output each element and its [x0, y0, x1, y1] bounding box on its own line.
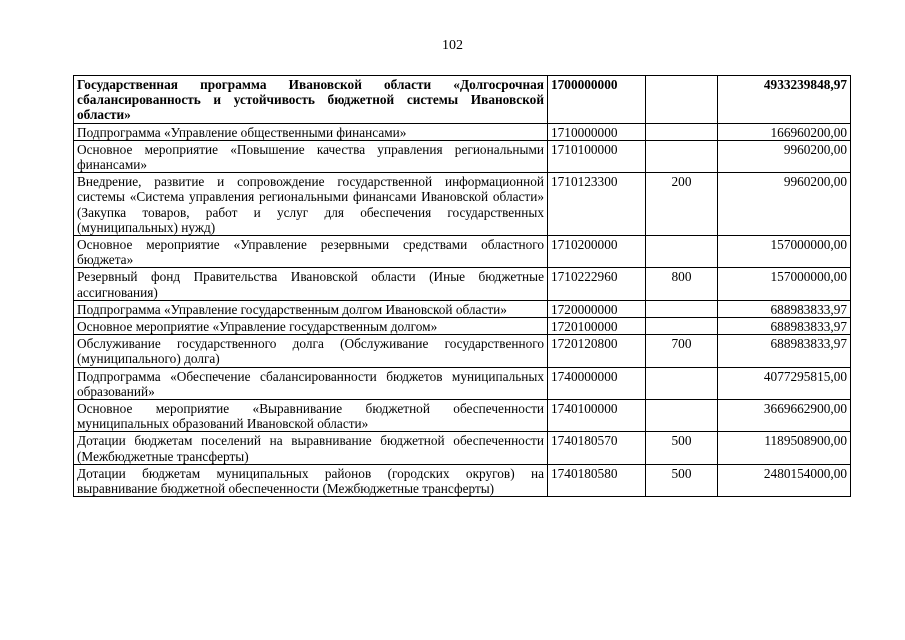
- table-row: [74, 268, 851, 300]
- row-amount-cell: 1189508900,00: [718, 432, 851, 464]
- row-name-cell: Основное мероприятие «Управление резервными средствами областного бюджета»: [74, 236, 548, 268]
- row-code-cell: 1720120800: [548, 335, 646, 367]
- row-expense-type-cell: 500: [646, 432, 718, 464]
- row-amount-cell: 688983833,97: [718, 335, 851, 367]
- page-number: 102: [442, 38, 463, 53]
- table-row: [74, 300, 851, 317]
- budget-table: [73, 75, 851, 497]
- row-name-cell: Подпрограмма «Управление государственным долгом Ивановской области»: [74, 300, 548, 317]
- table-row: [74, 140, 851, 172]
- row-code-cell: 1720100000: [548, 318, 646, 335]
- row-expense-type-cell: [646, 367, 718, 399]
- row-code-cell: 1740100000: [548, 400, 646, 432]
- table-row: [74, 432, 851, 464]
- row-name-cell: Внедрение, развитие и сопровождение государственной информационной системы «Система управления региональными финансами Ивановской области» (Закупка товаров, работ и услуг для обеспечения государственных (муниципальных) нужд): [74, 173, 548, 236]
- row-amount-cell: 4077295815,00: [718, 367, 851, 399]
- row-amount-cell: 3669662900,00: [718, 400, 851, 432]
- row-amount-cell: 688983833,97: [718, 300, 851, 317]
- table-row: [74, 400, 851, 432]
- row-name-cell: Дотации бюджетам муниципальных районов (городских округов) на выравнивание бюджетной обеспеченности (Межбюджетные трансферты): [74, 464, 548, 496]
- row-name-cell: Дотации бюджетам поселений на выравнивание бюджетной обеспеченности (Межбюджетные трансферты): [74, 432, 548, 464]
- row-code-cell: 1710222960: [548, 268, 646, 300]
- row-expense-type-cell: [646, 400, 718, 432]
- row-amount-cell: 9960200,00: [718, 173, 851, 236]
- table-row: [74, 367, 851, 399]
- row-amount-cell: 4933239848,97: [718, 76, 851, 124]
- row-amount-cell: 157000000,00: [718, 268, 851, 300]
- row-expense-type-cell: [646, 76, 718, 124]
- row-amount-cell: 9960200,00: [718, 140, 851, 172]
- row-expense-type-cell: 200: [646, 173, 718, 236]
- row-amount-cell: 157000000,00: [718, 236, 851, 268]
- row-name-cell: Резервный фонд Правительства Ивановской области (Иные бюджетные ассигнования): [74, 268, 548, 300]
- row-expense-type-cell: [646, 318, 718, 335]
- row-name-cell: Государственная программа Ивановской области «Долгосрочная сбалансированность и устойчивость бюджетной системы Ивановской области»: [74, 76, 548, 124]
- row-amount-cell: 2480154000,00: [718, 464, 851, 496]
- row-code-cell: 1710123300: [548, 173, 646, 236]
- row-name-cell: Основное мероприятие «Повышение качества управления региональными финансами»: [74, 140, 548, 172]
- row-code-cell: 1710000000: [548, 123, 646, 140]
- row-code-cell: 1700000000: [548, 76, 646, 124]
- table-row: [74, 123, 851, 140]
- row-expense-type-cell: [646, 123, 718, 140]
- row-name-cell: Подпрограмма «Обеспечение сбалансированности бюджетов муниципальных образований»: [74, 367, 548, 399]
- table-row: [74, 236, 851, 268]
- row-expense-type-cell: [646, 300, 718, 317]
- row-code-cell: 1740180570: [548, 432, 646, 464]
- table-row: [74, 464, 851, 496]
- table-row: [74, 335, 851, 367]
- row-code-cell: 1740180580: [548, 464, 646, 496]
- row-code-cell: 1720000000: [548, 300, 646, 317]
- table-row: [74, 76, 851, 124]
- row-expense-type-cell: 500: [646, 464, 718, 496]
- row-code-cell: 1740000000: [548, 367, 646, 399]
- row-amount-cell: 688983833,97: [718, 318, 851, 335]
- row-name-cell: Подпрограмма «Управление общественными финансами»: [74, 123, 548, 140]
- row-name-cell: Основное мероприятие «Управление государственным долгом»: [74, 318, 548, 335]
- row-expense-type-cell: 800: [646, 268, 718, 300]
- budget-table-body: [74, 76, 851, 497]
- row-expense-type-cell: [646, 140, 718, 172]
- table-row: [74, 173, 851, 236]
- row-name-cell: Обслуживание государственного долга (Обслуживание государственного (муниципального) долга): [74, 335, 548, 367]
- row-name-cell: Основное мероприятие «Выравнивание бюджетной обеспеченности муниципальных образований Ивановской области»: [74, 400, 548, 432]
- row-expense-type-cell: 700: [646, 335, 718, 367]
- row-code-cell: 1710100000: [548, 140, 646, 172]
- row-expense-type-cell: [646, 236, 718, 268]
- row-amount-cell: 166960200,00: [718, 123, 851, 140]
- table-row: [74, 318, 851, 335]
- row-code-cell: 1710200000: [548, 236, 646, 268]
